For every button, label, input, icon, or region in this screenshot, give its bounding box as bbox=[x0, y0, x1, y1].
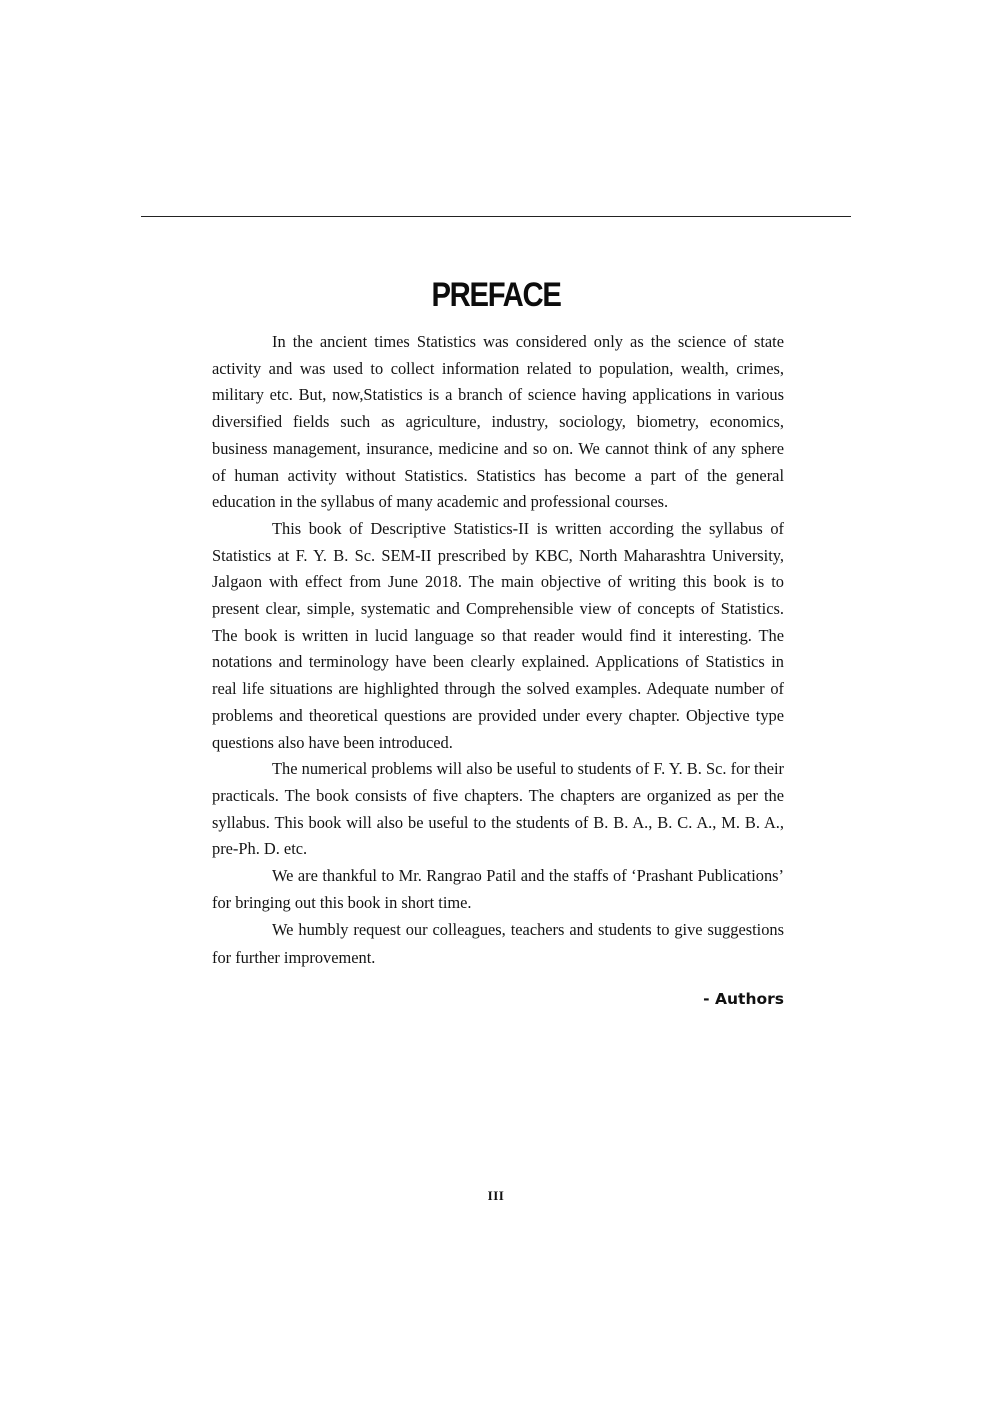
preface-body bbox=[212, 329, 784, 972]
paragraph-3: The numerical problems will also be useful to students of F. Y. B. Sc. for their practicals. The book consists of five chapters. The chapters are organized as per the syllabus. This book will also be useful to the students of B. B. A., B. C. A., M. B. A., pre-Ph. D. etc. bbox=[212, 759, 784, 859]
paragraph-5: We humbly request our colleagues, teachers and students to give suggestions for further improvement. bbox=[212, 920, 784, 968]
page-title: PREFACE bbox=[431, 275, 561, 314]
authors-signature: - Authors bbox=[703, 990, 784, 1008]
page-number: III bbox=[487, 1188, 505, 1203]
paragraph-2: This book of Descriptive Statistics-II is written according the syllabus of Statistics at F. Y. B. Sc. SEM-II prescribed by KBC, North Maharashtra University, Jalgaon with effect from June 2018. The main objective of writing this book is to present clear, simple, systematic and Comprehensible view of concepts of Statistics. The book is written in lucid language so that reader would find it interesting. The notations and terminology have been clearly explained. Applications of Statistics in real life situations are highlighted through the solved examples. Adequate number of problems and theoretical questions are provided under every chapter. Objective type questions also have been introduced. bbox=[212, 518, 784, 752]
top-rule bbox=[141, 216, 851, 217]
paragraph-4: We are thankful to Mr. Rangrao Patil and the staffs of ‘Prashant Publications’ for bringing out this book in short time. bbox=[212, 866, 784, 912]
paragraph-1: In the ancient times Statistics was considered only as the science of state activity and was used to collect information related to population, wealth, crimes, military etc. But, now,Statistics is a branch of science having applications in various diversified fields such as agriculture, industry, sociology, biometry, economics, business management, insurance, medicine and so on. We cannot think of any sphere of human activity without Statistics. Statistics has become a part of the general education in the syllabus of many academic and professional courses. bbox=[212, 332, 784, 512]
